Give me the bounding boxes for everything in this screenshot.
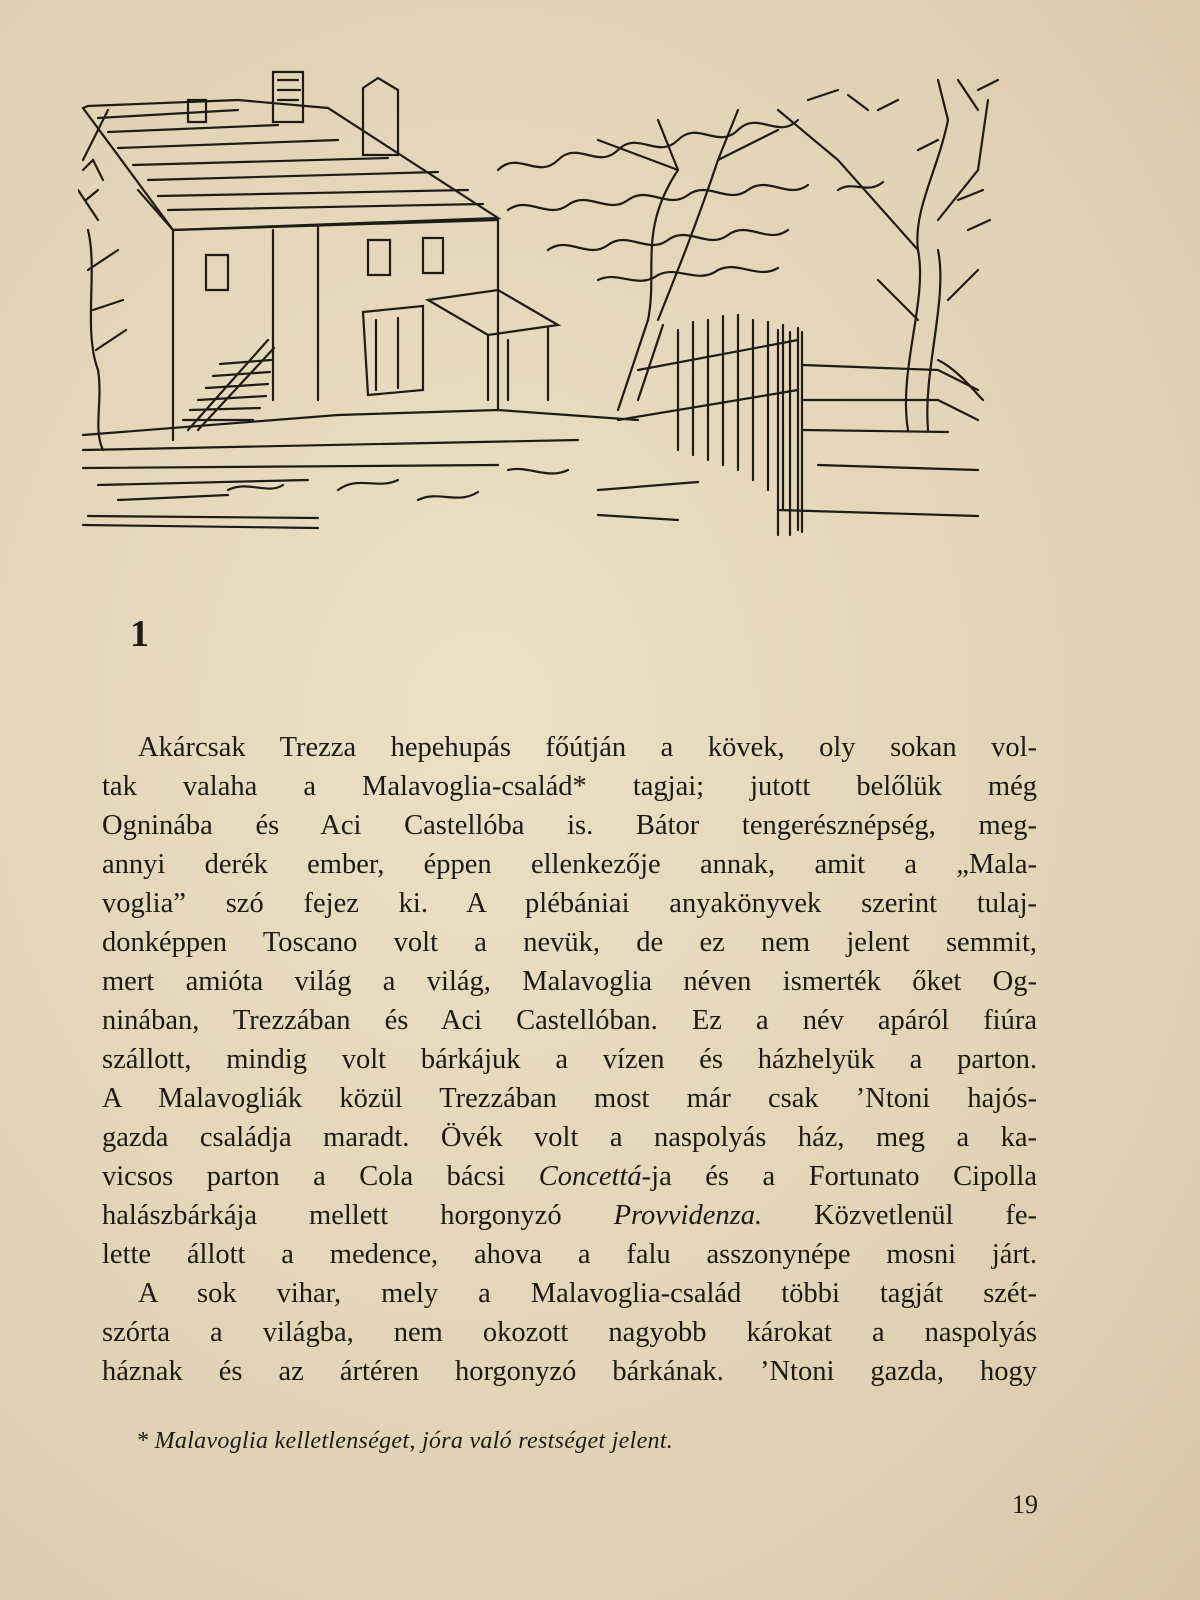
text-line: A sok vihar, mely a Malavoglia-család többi tagját szét-	[138, 1278, 1037, 1309]
text-segment: halászbárkája mellett horgonyzó	[102, 1200, 614, 1231]
boat-name-concetta: Concettá	[538, 1161, 642, 1192]
village-house-illustration	[78, 70, 1004, 540]
text-line: lette állott a medence, ahova a falu asszonynépe mosni járt.	[102, 1239, 1037, 1270]
text-segment: vicsos parton a Cola bácsi	[102, 1161, 539, 1192]
text-line	[102, 1196, 1037, 1235]
text-line: ninában, Trezzában és Aci Castellóban. Ez a név apáról fiúra	[102, 1005, 1037, 1036]
text-line: háznak és az ártéren horgonyzó bárkának. ’Ntoni gazda, hogy	[102, 1356, 1037, 1387]
chapter-number: 1	[130, 613, 149, 655]
text-line: donképpen Toscano volt a nevük, de ez nem jelent semmit,	[102, 927, 1037, 958]
boat-name-provvidenza: Provvidenza.	[613, 1200, 763, 1231]
text-line: szórta a világba, nem okozott nagyobb károkat a naspolyás	[102, 1317, 1037, 1348]
text-line	[102, 1157, 1037, 1196]
text-line: Ogninába és Aci Castellóba is. Bátor tengerésznépség, meg-	[102, 810, 1037, 841]
text-line: voglia” szó fejez ki. A plébániai anyakönyvek szerint tulaj-	[102, 888, 1037, 919]
text-line: Akárcsak Trezza hepehupás főútján a kövek, oly sokan vol-	[138, 732, 1037, 763]
text-segment: -ja és a Fortunato Cipolla	[641, 1161, 1037, 1192]
text-line: mert amióta világ a világ, Malavoglia néven ismerték őket Og-	[102, 966, 1037, 997]
page-number: 19	[1012, 1490, 1038, 1519]
body-text	[102, 728, 1037, 1391]
text-line: tak valaha a Malavoglia-család* tagjai; jutott belőlük még	[102, 771, 1037, 802]
text-line: gazda családja maradt. Övék volt a naspolyás ház, meg a ka-	[102, 1122, 1037, 1153]
footnote: * Malavoglia kelletlenséget, jóra való restséget jelent.	[136, 1428, 674, 1454]
text-segment: Közvetlenül fe-	[762, 1200, 1037, 1231]
text-line: szállott, mindig volt bárkájuk a vízen és házhelyük a parton.	[102, 1044, 1037, 1075]
text-line: A Malavogliák közül Trezzában most már csak ’Ntoni hajós-	[102, 1083, 1037, 1114]
text-line: annyi derék ember, éppen ellenkezője annak, amit a „Mala-	[102, 849, 1037, 880]
